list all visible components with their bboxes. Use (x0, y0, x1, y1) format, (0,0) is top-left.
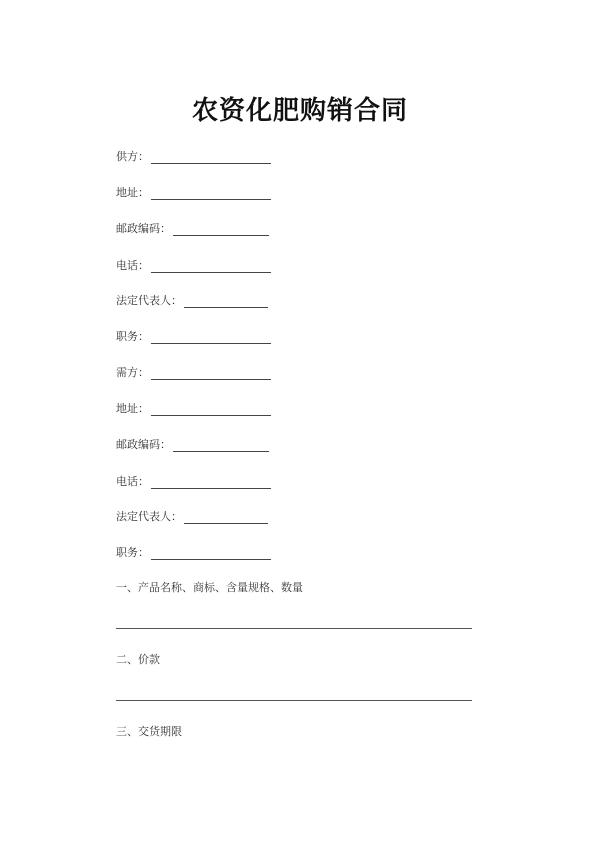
buyer-address-label: 地址 (116, 402, 138, 415)
supplier-postcode-field (116, 220, 269, 236)
supplier-phone-field (116, 257, 271, 273)
buyer-phone-field (116, 473, 271, 489)
supplier-legal-rep-blank[interactable] (184, 293, 268, 308)
supplier-address-blank[interactable] (151, 185, 271, 200)
section-price-heading: 二、价款 (116, 653, 160, 666)
colon: ： (138, 402, 149, 415)
supplier-position-field (116, 328, 271, 344)
colon: ： (171, 294, 182, 307)
buyer-postcode-field (116, 436, 269, 452)
colon: ： (138, 475, 149, 488)
colon: ： (138, 259, 149, 272)
supplier-position-label: 职务 (116, 330, 138, 343)
supplier-address-label: 地址 (116, 186, 138, 199)
buyer-phone-label: 电话 (116, 475, 138, 488)
buyer-name-field (116, 364, 271, 380)
buyer-name-blank[interactable] (151, 365, 271, 380)
colon: ： (160, 222, 171, 235)
supplier-position-blank[interactable] (151, 329, 271, 344)
colon: ： (138, 186, 149, 199)
supplier-phone-label: 电话 (116, 259, 138, 272)
colon: ： (138, 546, 149, 559)
supplier-name-label: 供方 (116, 150, 138, 163)
section-product-heading: 一、产品名称、商标、含量规格、数量 (116, 581, 303, 594)
colon: ： (138, 330, 149, 343)
supplier-legal-rep-label: 法定代表人 (116, 294, 171, 307)
supplier-address-field (116, 184, 271, 200)
section-product-blank[interactable] (116, 628, 472, 629)
colon: ： (138, 150, 149, 163)
section-delivery-heading: 三、交货期限 (116, 725, 182, 738)
buyer-legal-rep-blank[interactable] (184, 509, 268, 524)
supplier-postcode-blank[interactable] (173, 221, 269, 236)
supplier-legal-rep-field (116, 292, 268, 308)
section-price-blank[interactable] (116, 700, 472, 701)
buyer-address-blank[interactable] (151, 401, 271, 416)
contract-title: 农资化肥购销合同 (191, 96, 408, 126)
buyer-phone-blank[interactable] (151, 474, 271, 489)
buyer-postcode-label: 邮政编码 (116, 438, 160, 451)
buyer-position-field (116, 544, 271, 560)
colon: ： (171, 510, 182, 523)
buyer-postcode-blank[interactable] (173, 437, 269, 452)
colon: ： (138, 366, 149, 379)
supplier-name-field (116, 148, 271, 164)
buyer-position-label: 职务 (116, 546, 138, 559)
supplier-postcode-label: 邮政编码 (116, 222, 160, 235)
buyer-legal-rep-field (116, 508, 268, 524)
buyer-position-blank[interactable] (151, 545, 271, 560)
supplier-phone-blank[interactable] (151, 258, 271, 273)
buyer-legal-rep-label: 法定代表人 (116, 510, 171, 523)
supplier-name-blank[interactable] (151, 149, 271, 164)
buyer-name-label: 需方 (116, 366, 138, 379)
colon: ： (160, 438, 171, 451)
buyer-address-field (116, 400, 271, 416)
